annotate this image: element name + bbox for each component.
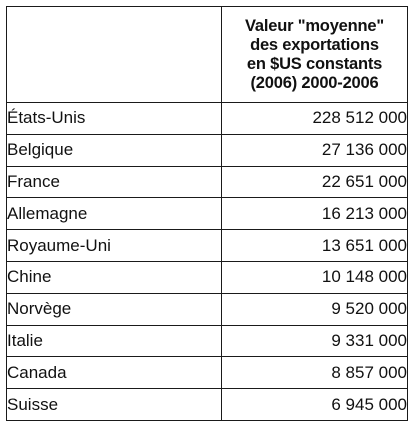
value-cell: 8 857 000 [222, 357, 408, 389]
table-row [7, 325, 408, 357]
country-cell: États-Unis [7, 103, 222, 135]
value-cell: 22 651 000 [222, 166, 408, 198]
value-cell: 16 213 000 [222, 198, 408, 230]
value-cell: 10 148 000 [222, 261, 408, 293]
value-cell: 9 331 000 [222, 325, 408, 357]
country-cell: Allemagne [7, 198, 222, 230]
value-cell: 228 512 000 [222, 103, 408, 135]
table-row [7, 103, 408, 135]
country-cell: Chine [7, 261, 222, 293]
value-column-header: Valeur "moyenne" des exportations en $US constants (2006) 2000-2006 [222, 7, 408, 103]
country-cell: France [7, 166, 222, 198]
table-row [7, 357, 408, 389]
table-row [7, 293, 408, 325]
value-cell: 9 520 000 [222, 293, 408, 325]
country-cell: Norvège [7, 293, 222, 325]
value-cell: 13 651 000 [222, 230, 408, 262]
country-cell: Canada [7, 357, 222, 389]
country-cell: Suisse [7, 389, 222, 421]
value-cell: 6 945 000 [222, 389, 408, 421]
exports-table [6, 6, 408, 421]
country-cell: Belgique [7, 134, 222, 166]
table-row [7, 389, 408, 421]
table-row [7, 134, 408, 166]
table-row [7, 198, 408, 230]
table-row [7, 230, 408, 262]
table-row [7, 166, 408, 198]
value-cell: 27 136 000 [222, 134, 408, 166]
table-header-row [7, 7, 408, 103]
country-cell: Italie [7, 325, 222, 357]
table-row [7, 261, 408, 293]
country-cell: Royaume-Uni [7, 230, 222, 262]
country-column-header [7, 7, 222, 103]
